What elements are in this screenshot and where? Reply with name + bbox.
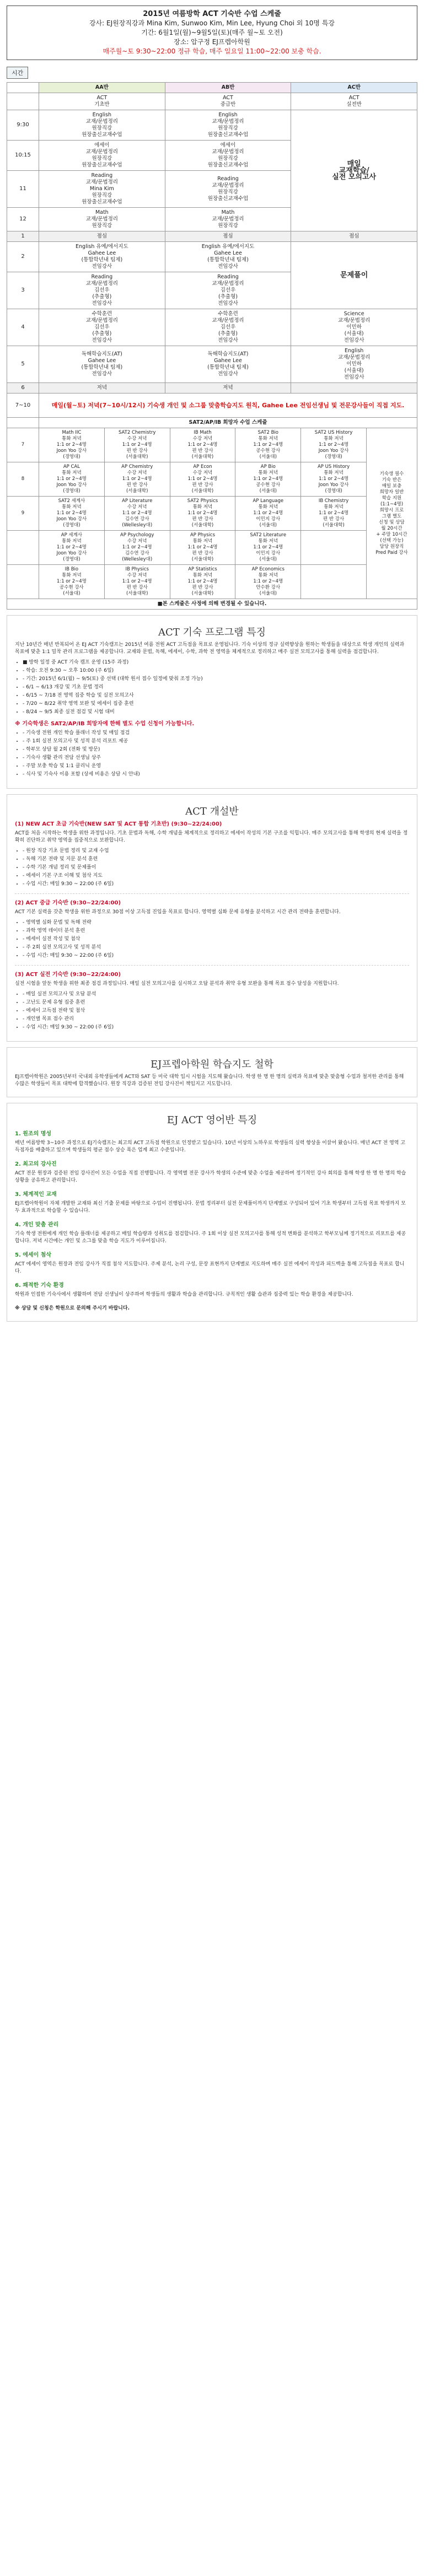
levels-title: ACT 개설반 <box>185 806 239 817</box>
program-point: • - 기간: 2015년 6/1(월) ~ 9/5(토) 중 선택 (대학 원서 접수 일정에 맞춰 조정 가능) <box>23 676 409 683</box>
sat-row <box>7 565 417 599</box>
sat-header: SAT2/AP/IB 희망자 수업 스케쥴 <box>39 418 417 428</box>
cell-aa: 점심 <box>39 231 165 242</box>
level-list-item: • - 수업 시간: 매일 9:30 ~ 22:00 (주 6일) <box>23 952 409 960</box>
header-hours: 매주월~토 9:30~22:00 정규 학습, 매주 일요일 11:00~22:00 보충 학습. <box>103 47 321 55</box>
row-time: 2 <box>7 242 39 272</box>
cell-ab: 저녁 <box>165 383 291 394</box>
sat-cell: IB Bio 통화 저녁 1:1 or 2~4명 공수현 강사 (서울대) <box>39 565 105 599</box>
level-list-item: • - 매일 실전 모의고사 및 오답 분석 <box>23 991 409 998</box>
sat-cell: Math IIC 통화 저녁 1:1 or 2~4명 Joon Yoo 강사 (경영대) <box>39 428 105 462</box>
level-list-item: • - 수업 시간: 매일 9:30 ~ 22:00 (주 6일) <box>23 1024 409 1031</box>
schedule-note: ■본 스케쥴은 사정에 의해 변경될 수 있습니다. <box>7 599 417 610</box>
sat-cell: AP Economics 통화 저녁 1:1 or 2~4명 안수환 강사 (서울대) <box>235 565 301 599</box>
level-list-item: • - 고난도 문제 유형 집중 훈련 <box>23 999 409 1006</box>
sat-cell: AP Bio 통화 저녁 1:1 or 2~4명 공수현 강사 (서울대) <box>235 462 301 497</box>
program-point: • - 8/24 ~ 9/5 최종 실전 점검 및 시험 대비 <box>23 709 409 716</box>
program-note: • - 주 1회 실전 모의고사 및 성적 분석 리포트 제공 <box>23 738 409 745</box>
ac-block-problems: 문제풀이 <box>291 242 417 309</box>
program-note: • - 학부모 상담 월 2회 (전화 및 방문) <box>23 746 409 753</box>
row-time: 9 <box>7 497 39 531</box>
level-body: ACT 기본 실력을 갖춘 학생을 위한 과정으로 30점 이상 고득점 진입을 목표로 합니다. 영역별 심화 문제 유형을 분석하고 시간 관리 전략을 훈련합니다. <box>15 909 341 915</box>
sat-cell: SAT2 세계사 통화 저녁 1:1 or 2~4명 Joon Yoo 강사 (경영대) <box>39 497 105 531</box>
cell-aa: English 교재/문법정리 원장직강 원장출신교재수업 <box>39 110 165 141</box>
sat-cell: AP Language 통화 저녁 1:1 or 2~4명 이민지 강사 (서울대) <box>235 497 301 531</box>
level-list-item: • - 개인별 목표 점수 관리 <box>23 1016 409 1023</box>
level-list-item: • - 주 2회 실전 모의고사 및 성적 분석 <box>23 944 409 951</box>
feature-body: 기숙 학생 전원에게 개인 학습 플래너를 제공하고 매일 학습량과 성취도를 점검합니다. 주 1회 이상 실전 모의고사를 통해 성적 변화를 분석하고 학부모님께 정기적으로 리포트를 제공합니다. 저녁 시간에는 개인 및 소그룹 맞춤 학습 지도가 이루어집니다. <box>15 1231 406 1244</box>
level-heading: (1) NEW ACT 초급 기숙반(NEW SAT 및 ACT 통합 기초반) (9:30~22/24:00) <box>15 821 222 827</box>
program-intro: 지난 10년간 매년 반복되어 온 EJ ACT 기숙캠프는 2015년 여름 전원 ACT 고득점을 목표로 운영됩니다. 기숙 이상의 정규 실력향상을 원하는 학생들을 대상으로 학생 개인의 실력과 목표에 맞춘 1:1 밀착 관리 프로그램을 제공합니다. 교재와 문법, 독해, 에세이, 수학, 과학 전 영역을 체계적으로 정리하고 매주 실전 모의고사를 통해 실력을 점검합니다. <box>15 642 405 655</box>
program-point: • - 6/1 ~ 6/13 개강 및 기초 문법 정리 <box>23 684 409 691</box>
program-point: • ■ 방학 일정 중 ACT 기숙 캠프 운영 (15주 과정) <box>23 659 409 666</box>
class-ac-subtitle: ACT 실전반 <box>291 93 417 110</box>
time-column-header <box>7 83 39 93</box>
sat-cell: SAT2 Bio 통화 저녁 1:1 or 2~4명 공수현 강사 (서울대) <box>235 428 301 462</box>
level-body: 실전 시험을 앞둔 학생을 위한 최종 점검 과정입니다. 매일 실전 모의고사를 실시하고 오답 분석과 취약 유형 보완을 통해 목표 점수 달성을 지원합니다. <box>15 981 339 987</box>
schedule-row <box>7 346 417 383</box>
sat-cell: IB Chemistry 통화 저녁 1:1 or 2~4명 편 반 강사 (서울대학) <box>301 497 367 531</box>
program-note: • - 기숙생 전원 개인 학습 플래너 작성 및 매일 점검 <box>23 730 409 737</box>
level-list-item: • - 에세이 실전 작성 및 첨삭 <box>23 936 409 943</box>
cell-ab: Math 교재/문법정리 원장직강 <box>165 208 291 231</box>
header-place: 장소: 압구정 EJ프렙아학원 <box>174 38 250 46</box>
level-list-item: • - 과학 영역 데이터 분석 훈련 <box>23 928 409 935</box>
levels-section <box>7 794 417 1042</box>
cell-ab: 수학훈련 교재/문법정리 김선우 (추출형) 전임강사 <box>165 309 291 346</box>
row-time: 7 <box>7 428 39 462</box>
sat-cell: IB Physics 수강 저녁 1:1 or 2~4명 편 반 강사 (서울대학) <box>104 565 170 599</box>
sat-cell: AP 세계사 통화 저녁 1:1 or 2~4명 Joon Yoo 강사 (경영대) <box>39 531 105 565</box>
sat-cell: SAT2 Physics 통화 저녁 1:1 or 2~4명 편 반 강사 (서울대학) <box>170 497 235 531</box>
cell-ab: English 교재/문법정리 원장직강 원장출신교재수업 <box>165 110 291 141</box>
contact-note: ※ 상담 및 신청은 학원으로 문의해 주시기 바랍니다. <box>15 1306 130 1311</box>
sat-cell: AP Physics 통화 저녁 1:1 or 2~4명 편 반 강사 (서울대학) <box>170 531 235 565</box>
row-time: 8 <box>7 462 39 497</box>
sat-cell: SAT2 Chemistry 수강 저녁 1:1 or 2~4명 편 반 강사 (서울대학) <box>104 428 170 462</box>
program-note: • - 기숙사 생활 관리 전담 선생님 상주 <box>23 755 409 762</box>
header-teachers: 강사: EJ원장직강과 Mina Kim, Sunwoo Kim, Min Lee, Hyung Choi 외 10명 특강 <box>89 19 335 27</box>
cell-ab: 점심 <box>165 231 291 242</box>
level-list-item: • - 원장 직강 기초 문법 정리 및 교재 수업 <box>23 848 409 855</box>
row-time: 1 <box>7 231 39 242</box>
row-time: 11 <box>7 171 39 208</box>
feature-body: ACT 전문 원장과 검증된 전임 강사진이 모든 수업을 직접 진행합니다. 각 영역별 전문 강사가 학생의 수준에 맞춘 수업을 제공하며 정기적인 강사 회의를 통해 학생 한 명 한 명의 학습 상황을 공유하고 관리합니다. <box>15 1171 406 1183</box>
sat-cell: AP Psychology 수강 저녁 1:1 or 2~4명 김수연 강사 (Wellesley대) <box>104 531 170 565</box>
row-time: 12 <box>7 208 39 231</box>
feature-body: ACT 에세이 영역은 원장과 전임 강사가 직접 첨삭 지도합니다. 주제 분석, 논리 구성, 문장 표현까지 단계별로 지도하며 매주 실전 에세이 작성과 피드백을 통해 고득점을 목표로 합니다. <box>15 1262 405 1274</box>
feature-heading: 4. 개인 맞춤 관리 <box>15 1222 59 1228</box>
sat-row <box>7 428 417 462</box>
sat-row <box>7 531 417 565</box>
cell-ab: 독해학습지도(AT) Gahee Lee (통합학년내 팀제) 전임강사 <box>165 346 291 383</box>
level-list-item: • - 수업 시간: 매일 9:30 ~ 22:00 (주 6일) <box>23 881 409 888</box>
sat-cell: SAT2 US History 통화 저녁 1:1 or 2~4명 Joon Yoo 강사 (경영대) <box>301 428 367 462</box>
class-aa-header: AA반 <box>39 83 165 93</box>
program-point: • - 7/20 ~ 8/22 취약 영역 보완 및 에세이 집중 훈련 <box>23 700 409 708</box>
program-notes <box>23 730 409 778</box>
feature-body: EJ프렙아학원이 자체 개발한 교재와 최신 기출 문제를 바탕으로 수업이 진행됩니다. 문법 정리부터 실전 문제풀이까지 단계별로 구성되어 있어 기초 학생부터 고득점 목표 학생까지 모두 효과적으로 학습할 수 있습니다. <box>15 1201 406 1214</box>
cell-aa: English 유예/에서지도 Gahee Lee (통합학년내 팀제) 전임강사 <box>39 242 165 272</box>
sat-cell: AP Chemistry 수강 저녁 1:1 or 2~4명 편 반 강사 (서울대학) <box>104 462 170 497</box>
sat-cell: IB Math 수강 저녁 1:1 or 2~4명 편 반 강사 (서울대학) <box>170 428 235 462</box>
program-point: • - 6/15 ~ 7/18 전 영역 집중 학습 및 실전 모의고사 <box>23 692 409 699</box>
lunch-row <box>7 231 417 242</box>
cell-aa: Reading 교재/문법정리 김선우 (추출형) 전임강사 <box>39 272 165 309</box>
sat-cell: AP Literature 수강 저녁 1:1 or 2~4명 김수연 강사 (Wellesley대) <box>104 497 170 531</box>
cell-aa: 에세이 교재/문법정리 원장직강 원장출신교재수업 <box>39 141 165 171</box>
cell-aa: Math 교재/문법정리 원장직강 <box>39 208 165 231</box>
level-list-item: • - 영역별 심화 문법 및 독해 전략 <box>23 919 409 926</box>
dinner-row <box>7 383 417 394</box>
class-subtitle-row <box>7 93 417 110</box>
row-time: 4 <box>7 309 39 346</box>
feature-heading: 6. 쾌적한 기숙 환경 <box>15 1282 64 1289</box>
row-time: 6 <box>7 383 39 394</box>
level-list <box>23 919 409 960</box>
level-body: ACT를 처음 시작하는 학생을 위한 과정입니다. 기초 문법과 독해, 수학 개념을 체계적으로 정리하고 에세이 작성의 기본 구조를 익힙니다. 매주 모의고사를 통해 학생의 현재 실력을 정확히 진단하고 취약 영역을 집중적으로 보완합니다. <box>15 831 408 843</box>
program-note: • - 식사 및 기숙사 이용 포함 (상세 비용은 상담 시 안내) <box>23 771 409 778</box>
row-time: 10:15 <box>7 141 39 171</box>
header-period: 기간: 6월1일(월)~9월5일(토)(매주 월~토 오전) <box>141 29 283 36</box>
feature-heading: 5. 에세이 첨삭 <box>15 1252 52 1258</box>
cell-aa: 수학훈련 교재/문법정리 김선우 (추출형) 전임강사 <box>39 309 165 346</box>
feature-body: 학원과 인접한 기숙사에서 생활하며 전담 선생님이 상주하여 학생들의 생활과 학습을 관리합니다. 규칙적인 생활 습관과 집중력 있는 학습 환경을 제공합니다. <box>15 1292 353 1297</box>
sat-side-note: 기숙생 필수 기숙 반은 매일 보충 희망자 일반 학습 지원 (1:1~4명) 희망시 프로 그램 별도 신청 및 상담 월 20시간 + 주말 10시간 (선택 가능) 담당 원장직 Pred Paid 강사 <box>366 428 417 599</box>
row-time: 9:30 <box>7 110 39 141</box>
feature-heading: 3. 체계적인 교재 <box>15 1192 57 1198</box>
sat-cell: SAT2 Literature 통화 저녁 1:1 or 2~4명 이민지 강사 (서울대) <box>235 531 301 565</box>
evening-row <box>7 394 417 418</box>
features-section <box>7 1103 417 1322</box>
cell-aa: 독해학습지도(AT) Gahee Lee (통합학년내 팀제) 전임강사 <box>39 346 165 383</box>
cell-ac: 점심 <box>291 231 417 242</box>
schedule-row <box>7 309 417 346</box>
sat-table <box>7 417 417 610</box>
sat-cell: AP Statistics 통화 저녁 1:1 or 2~4명 편 반 강사 (서울대학) <box>170 565 235 599</box>
level-list <box>23 848 409 888</box>
program-title: ACT 기숙 프로그램 특징 <box>158 627 266 638</box>
class-aa-subtitle: ACT 기초반 <box>39 93 165 110</box>
evening-text: 매일(월~토) 저녁(7~10시/12시) 기숙생 개인 및 소그룹 맞춤학습지도 원칙, Gahee Lee 전임선생님 및 전문강사들이 직접 지도. <box>39 394 417 418</box>
level-list <box>23 991 409 1031</box>
sat-cell: AP Econ 수강 저녁 1:1 or 2~4명 편 반 강사 (서울대학) <box>170 462 235 497</box>
divider <box>15 965 409 966</box>
row-time: 5 <box>7 346 39 383</box>
schedule-row <box>7 242 417 272</box>
level-list-item: • - 수학 기본 개념 정리 및 문제풀이 <box>23 864 409 871</box>
sat-cell: AP CAL 통화 저녁 1:1 or 2~4명 Joon Yoo 강사 (경영대) <box>39 462 105 497</box>
sat-cell: AP US History 통화 저녁 1:1 or 2~4명 Joon Yoo 강사 (경영대) <box>301 462 367 497</box>
row-time: 7~10 <box>7 394 39 418</box>
cell-ab: 에세이 교재/문법정리 원장직강 원장출신교재수업 <box>165 141 291 171</box>
program-point: • - 학습: 오전 9:30 ~ 오후 10:00 (주 6일) <box>23 667 409 675</box>
cell-ab: Reading 교재/문법정리 원장직강 원장출신교재수업 <box>165 171 291 208</box>
class-ac-header: AC반 <box>291 83 417 93</box>
cell-ab: Reading 교재/문법정리 김선우 (추출형) 전임강사 <box>165 272 291 309</box>
feature-heading: 1. 원조의 명성 <box>15 1131 52 1137</box>
feature-body: 매년 여름방학 3~10주 과정으로 EJ기숙캠프는 최고의 ACT 고득점 학원으로 인정받고 있습니다. 10년 이상의 노하우로 학생들의 실력 향상을 이끌어 왔습니다. 매년 ACT 전 영역 고득점자를 배출하고 있으며 학생들의 평균 점수 상승 폭은 업계 최고 수준입니다. <box>15 1140 406 1153</box>
ac-english: English 교재/문법정리 이민하 (서울대) 전임강사 <box>291 346 417 383</box>
program-section <box>7 615 417 789</box>
cell-ab: English 유예/에서지도 Gahee Lee (통합학년내 팀제) 전임강사 <box>165 242 291 272</box>
feature-heading: 2. 최고의 강사진 <box>15 1161 57 1167</box>
level-list-item: • - 에세이 고득점 전략 및 첨삭 <box>23 1007 409 1015</box>
divider <box>15 893 409 894</box>
schedule-table <box>7 82 417 418</box>
philosophy-section <box>7 1047 417 1097</box>
level-list-item: • - 에세이 기본 구조 이해 및 첨삭 지도 <box>23 872 409 880</box>
level-heading: (3) ACT 실전 기숙반 (9:30~22/24:00) <box>15 972 121 978</box>
level-heading: (2) ACT 중급 기숙반 (9:30~22/24:00) <box>15 900 121 906</box>
time-label: 시간 <box>7 67 28 79</box>
program-points <box>23 659 409 716</box>
schedule-row <box>7 110 417 141</box>
header-title: 2015년 여름방학 ACT 기숙반 수업 스케줄 <box>143 10 281 18</box>
program-note-title: ※ 기숙학생은 SAT2/AP/IB 희망자에 한해 별도 수업 신청이 가능합니다. <box>15 721 195 727</box>
sat-row <box>7 462 417 497</box>
features-title: EJ ACT 영어반 특징 <box>167 1114 257 1126</box>
cell-aa: Reading 교재/문법정리 Mina Kim 원장직강 원장출신교재수업 <box>39 171 165 208</box>
program-note: • - 주말 보충 학습 및 1:1 클리닉 운영 <box>23 763 409 770</box>
philosophy-body: EJ프렙아학원은 2005년부터 국내외 유학생들에게 ACT와 SAT 등 미국 대학 입시 시험을 지도해 왔습니다. 학생 한 명 한 명의 실력과 목표에 맞춘 맞춤형 수업과 철저한 관리를 통해 수많은 학생들이 목표 대학에 합격했습니다. 원장 직강과 검증된 전임 강사진이 책임지고 지도합니다. <box>15 1074 404 1087</box>
philosophy-title: EJ프렙아학원 학습지도 철학 <box>150 1059 274 1070</box>
level-list-item: • - 독해 기본 전략 및 지문 분석 훈련 <box>23 856 409 863</box>
class-ab-subtitle: ACT 중급반 <box>165 93 291 110</box>
class-header-row <box>7 83 417 93</box>
schedule-header <box>7 6 417 60</box>
class-ab-header: AB반 <box>165 83 291 93</box>
note-row <box>7 599 417 610</box>
ac-science: Science 교재/문법정리 이민하 (서울대) 전임강사 <box>291 309 417 346</box>
ac-block-practice: 매일 교재학습/ 실전 모의고사 <box>291 110 417 231</box>
sat-header-row <box>7 418 417 428</box>
cell-aa: 저녁 <box>39 383 165 394</box>
row-time: 3 <box>7 272 39 309</box>
sat-row <box>7 497 417 531</box>
